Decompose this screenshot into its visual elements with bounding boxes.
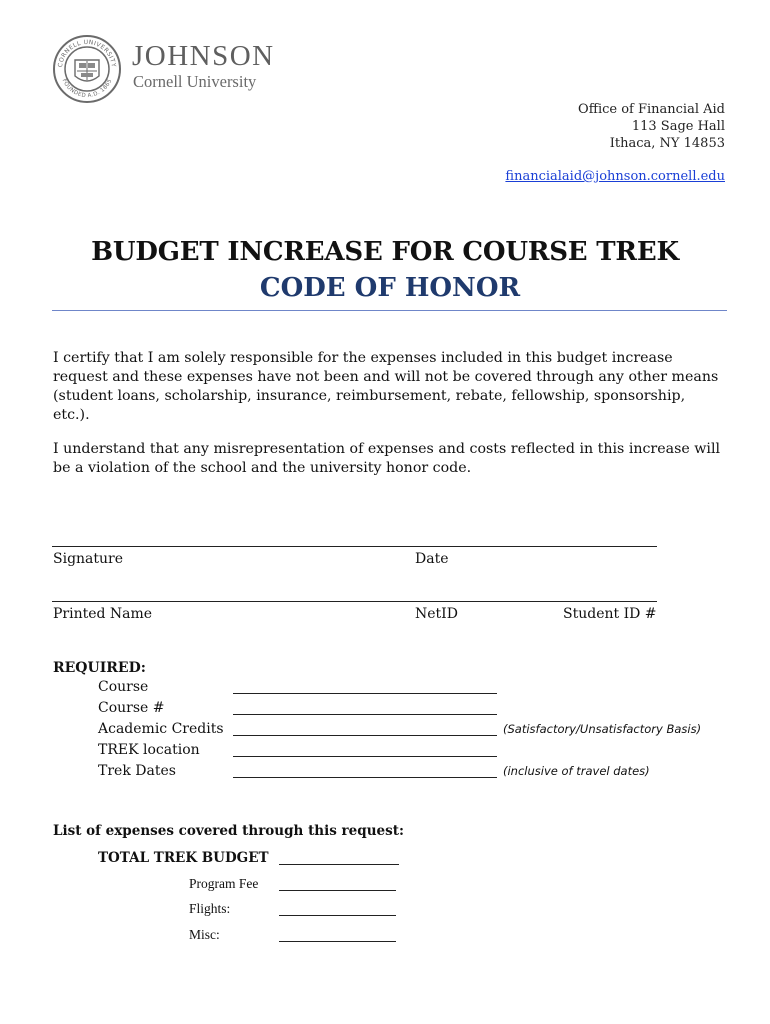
document-title: BUDGET INCREASE FOR COURSE TREK [91, 237, 679, 267]
misc-label: Misc: [189, 927, 220, 942]
office-address [578, 101, 725, 152]
signature-label: Signature [53, 551, 124, 567]
cornell-seal-logo [52, 34, 122, 104]
student-id-label: Student ID # [563, 606, 657, 622]
academic-credits-label: Academic Credits [98, 721, 224, 737]
trek-dates-field[interactable] [233, 777, 497, 778]
academic-credits-note: (Satisfactory/Unsatisfactory Basis) [503, 722, 702, 736]
trek-dates-label: Trek Dates [98, 763, 176, 779]
course-label: Course [98, 679, 149, 695]
total-budget-field[interactable] [279, 864, 399, 865]
academic-credits-field[interactable] [233, 735, 497, 736]
misrepresentation-text [53, 440, 723, 478]
required-heading: REQUIRED: [53, 660, 146, 676]
document-subtitle: CODE OF HONOR [259, 273, 521, 303]
trek-location-label: TREK location [98, 742, 200, 758]
program-fee-label: Program Fee [189, 876, 259, 891]
flights-field[interactable] [279, 915, 396, 916]
office-name: Office of Financial Aid [578, 102, 725, 117]
flights-label: Flights: [189, 901, 231, 916]
certification-paragraph: I certify that I am solely responsible for the expenses included in this budget increase request and these expenses have not been and will not be covered through any other means (student loans, scholarship, insurance, reimbursement, rebate, fellowship, sponsorship, etc.). [53, 350, 719, 423]
certification-text [53, 349, 723, 425]
svg-text:FOUNDED A.D. 1865: FOUNDED A.D. 1865 [60, 78, 114, 100]
course-number-field[interactable] [233, 714, 497, 715]
trek-dates-note: (inclusive of travel dates) [503, 764, 650, 778]
misrepresentation-paragraph: I understand that any misrepresentation of expenses and costs reflected in this increase will be a violation of the school and the university honor code. [53, 441, 721, 476]
program-fee-field[interactable] [279, 890, 396, 891]
title-divider [52, 310, 727, 311]
course-number-label: Course # [98, 700, 165, 716]
office-city: Ithaca, NY 14853 [609, 136, 725, 151]
svg-text:CORNELL UNIVERSITY: CORNELL UNIVERSITY [56, 38, 117, 68]
logo-name: JOHNSON [132, 40, 275, 72]
misc-field[interactable] [279, 941, 396, 942]
signature-line[interactable] [52, 546, 657, 547]
printed-name-label: Printed Name [53, 606, 153, 622]
course-field[interactable] [233, 693, 497, 694]
total-budget-label: TOTAL TREK BUDGET [98, 850, 269, 866]
office-room: 113 Sage Hall [631, 119, 725, 134]
logo-university: Cornell University [133, 72, 257, 91]
expenses-heading: List of expenses covered through this request: [53, 823, 404, 839]
office-email-link[interactable]: financialaid@johnson.cornell.edu [505, 169, 725, 184]
netid-label: NetID [415, 606, 458, 622]
date-label: Date [415, 551, 449, 567]
printed-name-line[interactable] [52, 601, 657, 602]
trek-location-field[interactable] [233, 756, 497, 757]
